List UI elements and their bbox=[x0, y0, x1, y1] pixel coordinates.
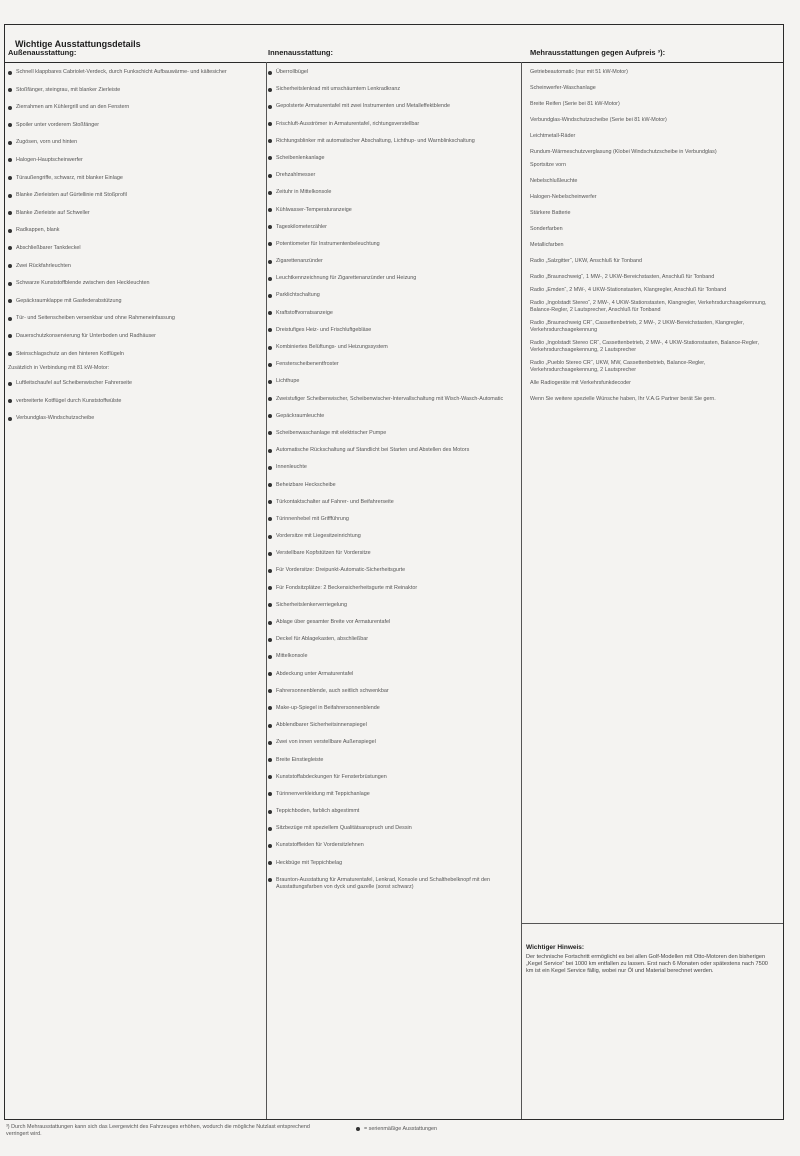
list-item: Metallicfarben bbox=[530, 242, 564, 248]
list-item: Sicherheitslenkrad mit umschäumtem Lenkradkranz bbox=[268, 86, 508, 93]
list-item: Zigarettenanzünder bbox=[268, 258, 508, 265]
list-item: Türaußengriffe, schwarz, mit blanker Einlage bbox=[8, 175, 254, 182]
interior-list bbox=[268, 69, 508, 891]
list-item: Türinnenverkleidung mit Teppichanlage bbox=[268, 791, 508, 798]
legend-text: = serienmäßige Ausstattungen bbox=[364, 1126, 437, 1132]
list-item: Potentiometer für Instrumentenbeleuchtung bbox=[268, 241, 508, 248]
list-item: Automatische Rückschaltung auf Standlicht bei Starten und Abstellen des Motors bbox=[268, 447, 508, 454]
list-item: Stärkere Batterie bbox=[530, 210, 571, 216]
exterior-title: Außenausstattung: bbox=[8, 48, 77, 57]
page-title: Wichtige Ausstattungsdetails bbox=[15, 39, 141, 49]
list-item: Radio „Ingolstadt Stereo“, 2 MW-, 4 UKW-Stationstasten, Klangregler, Verkehrsdurchsagekennung, Balance-Regler, 2 Lautsprecher, Anschluß für Tonband bbox=[530, 300, 767, 313]
footnote: ³) Durch Mehrausstattungen kann sich das Leergewicht des Fahrzeuges erhöhen, wodurch die mögliche Nutzlast entsprechend verringert wird. bbox=[6, 1124, 310, 1137]
interior-column bbox=[268, 48, 508, 901]
list-item: Scheibenwaschanlage mit elektrischer Pumpe bbox=[268, 430, 508, 437]
list-item: Halogen-Nebelscheinwerfer bbox=[530, 194, 597, 200]
list-item: Braunton-Ausstattung für Armaturentafel, Lenkrad, Konsole und Schalthebelknopf mit den Ausstattungsfarben von dyck und gazelle (sonst schwarz) bbox=[268, 877, 508, 891]
list-item: Für Vordersitze: Dreipunkt-Automatic-Sicherheitsgurte bbox=[268, 567, 508, 574]
list-item: Blanke Zierleiste auf Schweller bbox=[8, 210, 254, 217]
hint-title: Wichtiger Hinweis: bbox=[526, 944, 585, 951]
list-item: Tür- und Seitenscheiben versenkbar und ohne Rahmeneinfassung bbox=[8, 315, 254, 322]
hint-text: Der technische Fortschritt ermöglicht es bei allen Golf-Modellen mit Otto-Motoren den bisherigen „Kegel Service“ bei 1000 km entfallen zu lassen. Erst nach 6 Monaten oder spätestens nach 7500 km ist ein Kegel Service fällig, wobei nur Öl und Material berechnet werden. bbox=[526, 954, 768, 975]
list-item: Breite Reifen (Serie bei 81 kW-Motor) bbox=[530, 101, 620, 107]
list-item: Scheibenlenkanlage bbox=[268, 155, 508, 162]
list-item: Nebelschlußleuchte bbox=[530, 178, 578, 184]
list-item: Sportsitze vorn bbox=[530, 162, 566, 168]
list-item: Gepolsterte Armaturentafel mit zwei Instrumenten und Metalleffektblende bbox=[268, 103, 508, 110]
list-item: Überrollbügel bbox=[268, 69, 508, 76]
list-item: Deckel für Ablagekasten, abschließbar bbox=[268, 636, 508, 643]
list-item: Sonderfarben bbox=[530, 226, 563, 232]
list-item: Spoiler unter vorderem Stoßfänger bbox=[8, 122, 254, 129]
exterior-subtitle: Zusätzlich in Verbindung mit 81 kW-Motor: bbox=[8, 365, 110, 372]
list-item: Lichthupe bbox=[268, 378, 508, 385]
list-item: Zwei Rückfahrleuchten bbox=[8, 263, 254, 270]
list-item: Frischluft-Ausströmer in Armaturentafel, richtungsverstellbar bbox=[268, 121, 508, 128]
list-item: Zierrahmen am Kühlergrill und an den Fenstern bbox=[8, 104, 254, 111]
list-item: Ablage über gesamter Breite vor Armaturentafel bbox=[268, 619, 508, 626]
important-hint bbox=[526, 944, 776, 976]
hint-divider bbox=[521, 923, 783, 924]
column-divider bbox=[521, 62, 522, 1119]
list-item: Abblendbarer Sicherheitsinnenspiegel bbox=[268, 722, 508, 729]
list-item: Für Fondsitzplätze: 2 Beckensicherheitsgurte mit Reinaktor bbox=[268, 585, 508, 592]
legend bbox=[356, 1126, 437, 1132]
list-item: Kraftstoffvorratsanzeige bbox=[268, 310, 508, 317]
list-item: Radio „Pueblo Stereo CR“, UKW, MW, Cassettenbetrieb, Balance-Regler, Verkehrsdurchsagekennung, 2 Lautsprecher bbox=[530, 360, 706, 373]
list-item: Getriebeautomatic (nur mit 51 kW-Motor) bbox=[530, 69, 628, 75]
list-item: Zwei von innen verstellbare Außenspiegel bbox=[268, 739, 508, 746]
list-item: Drehzahlmesser bbox=[268, 172, 508, 179]
options-column bbox=[530, 48, 770, 403]
list-item: Kunststoffabdeckungen für Fensterbrüstungen bbox=[268, 774, 508, 781]
list-item: Rundum-Wärmeschutzverglasung (Klobei Windschutzscheibe in Verbundglas) bbox=[530, 149, 717, 155]
list-item: Gepäckraumklappe mit Gasfederabstützung bbox=[8, 298, 254, 305]
list-item: Tageskilometerzähler bbox=[268, 224, 508, 231]
list-item: Beheizbare Heckscheibe bbox=[268, 482, 508, 489]
list-item: Sitzbezüge mit speziellem Qualitätsanspruch und Dessin bbox=[268, 825, 508, 832]
list-item: Leuchtkennzeichnung für Zigarettenanzünder und Heizung bbox=[268, 275, 508, 282]
list-item: Alle Radiogeräte mit Verkehrsfunkdecoder bbox=[530, 380, 631, 386]
list-item: Zweistufiger Scheibenwischer, Scheibenwischer-Intervallschaltung mit Wisch-Wasch-Automatic bbox=[268, 396, 508, 403]
list-item: Dreistufiges Heiz- und Frischluftgebläse bbox=[268, 327, 508, 334]
list-item: Radkappen, blank bbox=[8, 227, 254, 234]
options-list bbox=[530, 69, 770, 387]
list-item: Radio „Braunschweig CR“, Cassettenbetrieb, 2 MW-, 2 UKW-Bereichstasten, Klangregler, Verkehrsdurchsagekennung bbox=[530, 320, 745, 333]
exterior-column bbox=[8, 48, 254, 433]
list-item: Verstellbare Kopfstützen für Vordersitze bbox=[268, 550, 508, 557]
list-item: Verbundglas-Windschutzscheibe (Serie bei 81 kW-Motor) bbox=[530, 117, 667, 123]
list-item: Abschließbarer Tankdeckel bbox=[8, 245, 254, 252]
list-item: Fensterscheibenentfroster bbox=[268, 361, 508, 368]
list-item: Türinnenhebel mit Griffführung bbox=[268, 516, 508, 523]
list-item: Schnell klappbares Cabriolet-Verdeck, durch Funkschicht Aufbauwärme- und kältesicher bbox=[8, 69, 254, 76]
list-item: Innenleuchte bbox=[268, 464, 508, 471]
list-item: Halogen-Hauptscheinwerfer bbox=[8, 157, 254, 164]
list-item: Türkontaktschalter auf Fahrer- und Beifahrerseite bbox=[268, 499, 508, 506]
list-item: Vordersitze mit Liegesitzeinrichtung bbox=[268, 533, 508, 540]
bullet-icon bbox=[356, 1127, 360, 1131]
list-item: Sicherheitslenkerverriegelung bbox=[268, 602, 508, 609]
list-item: Kühlwasser-Temperaturanzeige bbox=[268, 207, 508, 214]
list-item: Heckbüge mit Teppichbelag bbox=[268, 860, 508, 867]
list-item: Zugösen, vorn und hinten bbox=[8, 139, 254, 146]
list-item: Richtungsblinker mit automatischer Abschaltung, Lichthup- und Warnblinkschaltung bbox=[268, 138, 508, 145]
list-item: Dauerschutzkonservierung für Unterboden und Radhäuser bbox=[8, 333, 254, 340]
column-divider bbox=[266, 62, 267, 1119]
list-item: Steinschlagschutz an den hinteren Kotflügeln bbox=[8, 351, 254, 358]
list-item: verbreiterte Kotflügel durch Kunststoffwülste bbox=[8, 398, 254, 405]
list-item: Scheinwerfer-Waschanlage bbox=[530, 85, 596, 91]
list-item: Radio „Salzgitter“, UKW, Anschluß für Tonband bbox=[530, 258, 642, 264]
list-item: Radio „Ingolstadt Stereo CR“, Cassettenbetrieb, 2 MW-, 4 UKW-Stationstasten, Balance-Regler, Verkehrsdurchsagekennung, 2 Lautsprecher bbox=[530, 340, 760, 353]
list-item: Kunststoffleiden für Vordersitzlehnen bbox=[268, 842, 508, 849]
list-item: Verbundglas-Windschutzscheibe bbox=[8, 415, 254, 422]
exterior-extra-list bbox=[8, 380, 254, 422]
list-item: Kombiniertes Belüftungs- und Heizungssystem bbox=[268, 344, 508, 351]
list-item: Stoßfänger, steingrau, mit blanker Zierleiste bbox=[8, 87, 254, 94]
list-item: Abdeckung unter Armaturentafel bbox=[268, 671, 508, 678]
interior-title: Innenausstattung: bbox=[268, 48, 333, 57]
list-item: Make-up-Spiegel in Beifahrersonnenblende bbox=[268, 705, 508, 712]
exterior-list bbox=[8, 69, 254, 358]
list-item: Schwarze Kunststoffblende zwischen den Heckleuchten bbox=[8, 280, 254, 287]
list-item: Radio „Emden“, 2 MW-, 4 UKW-Stationstasten, Klangregler, Anschluß für Tonband bbox=[530, 287, 727, 293]
list-item: Radio „Braunschweig“, 1 MW-, 2 UKW-Bereichstasten, Anschluß für Tonband bbox=[530, 274, 715, 280]
list-item: Fahrersonnenblende, auch seitlich schwenkbar bbox=[268, 688, 508, 695]
list-item: Luftleitschaufel auf Scheibenwischer Fahrerseite bbox=[8, 380, 254, 387]
list-item: Parklichtschaltung bbox=[268, 292, 508, 299]
options-title: Mehrausstattungen gegen Aufpreis ³): bbox=[530, 48, 666, 57]
list-item: Teppichboden, farblich abgestimmt bbox=[268, 808, 508, 815]
list-item: Mittelkonsole bbox=[268, 653, 508, 660]
list-item: Gepäckraumleuchte bbox=[268, 413, 508, 420]
options-note: Wenn Sie weitere spezielle Wünsche haben, Ihr V.A.G Partner berät Sie gern. bbox=[530, 396, 716, 402]
list-item: Breite Einstiegleiste bbox=[268, 757, 508, 764]
list-item: Blanke Zierleisten auf Gürtellinie mit Stoßprofil bbox=[8, 192, 254, 199]
list-item: Zeituhr in Mittelkonsole bbox=[268, 189, 508, 196]
list-item: Leichtmetall-Räder bbox=[530, 133, 576, 139]
